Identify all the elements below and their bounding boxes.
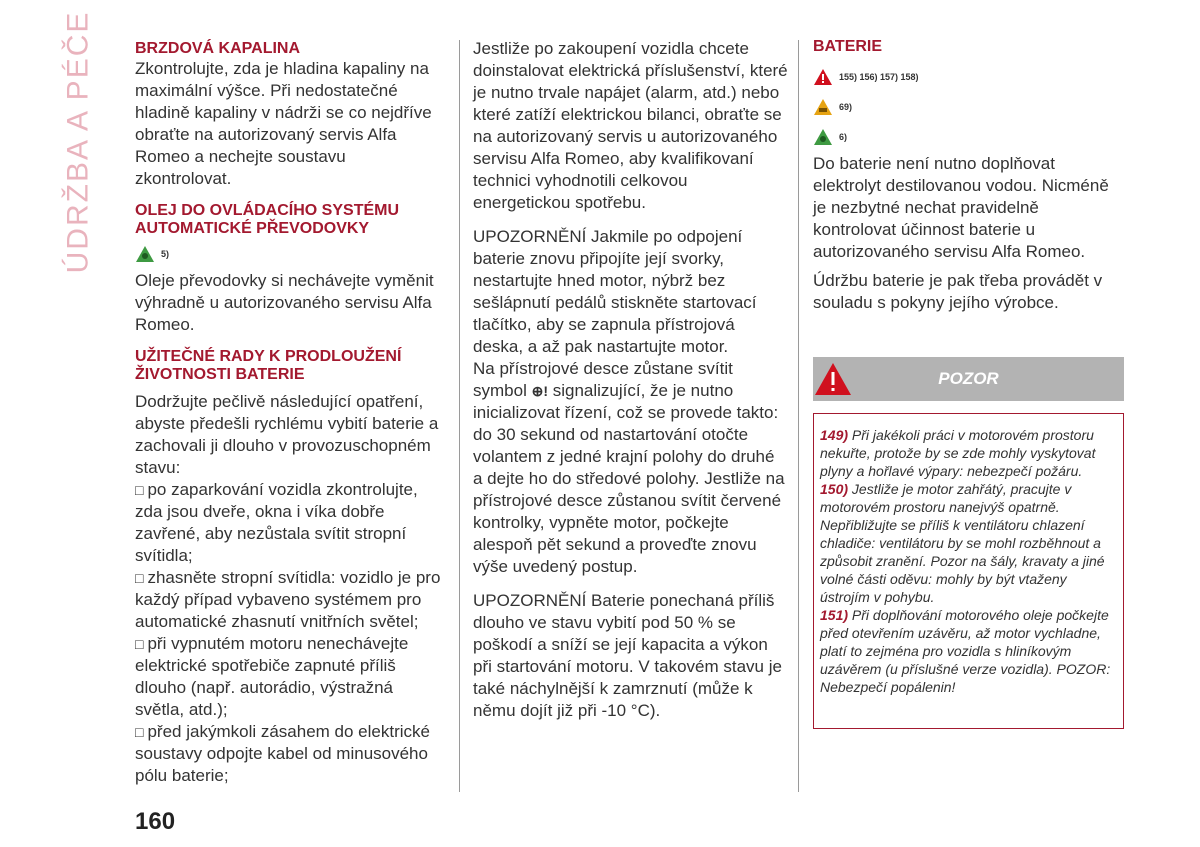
warning-text: Při doplňování motorového oleje počkejte před otevřením uzávěru, až motor vychladne, platí to zejména pro vozidla s hliníkovým uzávěrem (u příslušné verze vozidla). POZOR: Nebezpečí popálenin! [820,607,1111,695]
environment-triangle-icon [813,128,833,146]
warning-item [820,606,1117,696]
caution-refs: 69) [839,102,853,112]
steering-text-post: signalizující, že je nutno inicializovat řízení, což se provede takto: do 30 sekund od nastartování otočte volantem z jedné krajní polohy do druhé a dejte ho do středové polohy. Jestliže na přístrojové desce zůstanou svítit červené kontrolky, vypněte motor, počkejte alespoň pět sekund a proveďte znovu výše uvedený postup. [473,381,785,576]
danger-triangle-icon [813,68,833,86]
environment-triangle-icon [135,245,155,263]
caution-ref-row [813,98,1125,116]
paragraph-accessories: Jestliže po zakoupení vozidla chcete doinstalovat elektrická příslušenství, které je nutno trvale napájet (alarm, atd.) nebo které zatíží elektrickou bilanci, obraťte se na autorizovaný servis u autorizovaného servisu Alfa Romeo, aby kvalifikovaní technici vyhodnotili celkovou energetickou spotřebu. [473,39,788,212]
column-1 [135,38,445,787]
heading-brake-fluid: BRZDOVÁ KAPALINA [135,40,301,57]
paragraph-battery-maintenance: Údržbu baterie je pak třeba provádět v souladu s pokyny jejího výrobce. [813,271,1103,312]
column-divider-1 [459,40,460,792]
heading-transmission-oil: OLEJ DO OVLÁDACÍHO SYSTÉMU AUTOMATICKÉ PŘEVODOVKY [135,202,400,237]
warning-number: 151) [820,607,849,623]
warning-text: Jestliže je motor zahřátý, pracujte v motorovém prostoru nanejvýš opatrně. Nepřibližujte se příliš k ventilátoru chlazení chladiče: ventilátoru by se mohl rozběhnout a způsobit zranění. Pozor na šály, kravaty a jiné volné části oděvu: mohly by být vtaženy ústrojím v pohybu. [820,481,1105,605]
bullet-item: □ zhasněte stropní svítidla: vozidlo je pro každý případ vybaveno systémem pro automatické zhasnutí vnitřních světel; [135,567,445,633]
section-side-title [50,10,106,274]
env-note-ref: 5) [161,249,170,259]
column-2 [473,38,788,722]
bullet-item: □ po zaparkování vozidla zkontrolujte, zda jsou dveře, okna i víka dobře zavřené, aby nezůstala svítit stropní svítidla; [135,479,445,567]
column-divider-2 [798,40,799,792]
heading-battery: BATERIE [813,38,883,55]
bullet-item: □ při vypnutém motoru nenechávejte elektrické spotřebiče zapnuté příliš dlouho (např. autorádio, výstražná světla, atd.); [135,633,445,721]
env-note-row [135,245,445,263]
pozor-label: POZOR [938,369,999,388]
warning-text: Při jakékoli práci v motorovém prostoru nekuřte, protože by se zde mohly vyskytovat plyny a hořlavé výpary: nebezpečí požáru. [820,427,1096,479]
paragraph-battery-tips: Dodržujte pečlivě následující opatření, abyste předešli rychlému vybití baterie a zachovali ji dlouho v provozuschopném stavu: [135,392,439,477]
page-number: 160 [135,808,176,835]
heading-battery-tips: UŽITEČNÉ RADY K PRODLOUŽENÍ ŽIVOTNOSTI BATERIE [135,348,402,383]
column-3 [813,38,1125,314]
paragraph-transmission-oil: Oleje převodovky si nechávejte vyměnit výhradně u autorizovaného servisu Alfa Romeo. [135,271,434,334]
pozor-warning-box [813,413,1124,729]
warning-item [820,426,1117,480]
paragraph-brake-fluid: Zkontrolujte, zda je hladina kapaliny na maximální výšce. Při nedostatečné hladině kapaliny v nádrži se co nejdříve obraťte na autorizovaný servis Alfa Romeo a nechejte soustavu zkontrolovat. [135,59,432,188]
danger-triangle-icon [813,361,853,397]
paragraph-warning-reconnect: UPOZORNĚNÍ Jakmile po odpojení baterie znovu připojíte její svorky, nestartujte hned motor, nýbrž bez sešlápnutí pedálů stiskněte startovací tlačítko, aby se zapnula přístrojová deska, a až pak nastartujte motor. [473,227,757,356]
warning-item [820,480,1117,606]
steering-text-pre: Na přístrojové desce zůstane svítit symbol [473,359,733,400]
steering-warning-icon: ⊕! [531,383,548,399]
pozor-header [813,357,1124,401]
bullet-item: □ před jakýmkoli zásahem do elektrické soustavy odpojte kabel od minusového pólu baterie; [135,721,445,787]
warning-number: 149) [820,427,849,443]
paragraph-warning-discharge: UPOZORNĚNÍ Baterie ponechaná příliš dlouho ve stavu vybití pod 50 % se poškodí a sníží se její kapacita a výkon při startování motoru. V takovém stavu je také náchylnější k zamrznutí (může k němu dojít již při -10 °C). [473,591,782,720]
danger-ref-row [813,68,1125,86]
danger-refs: 155) 156) 157) 158) [839,72,919,82]
paragraph-steering-init [473,358,788,578]
env-refs: 6) [839,132,848,142]
env-ref-row [813,128,1125,146]
caution-triangle-icon [813,98,833,116]
section-title-text: ÚDRŽBA A PÉČE [61,10,94,274]
paragraph-battery-electrolyte: Do baterie není nutno doplňovat elektrolyt destilovanou vodou. Nicméně je nezbytné nechat pravidelně kontrolovat účinnost baterie u autorizovaného servisu Alfa Romeo. [813,154,1109,261]
warning-number: 150) [820,481,849,497]
